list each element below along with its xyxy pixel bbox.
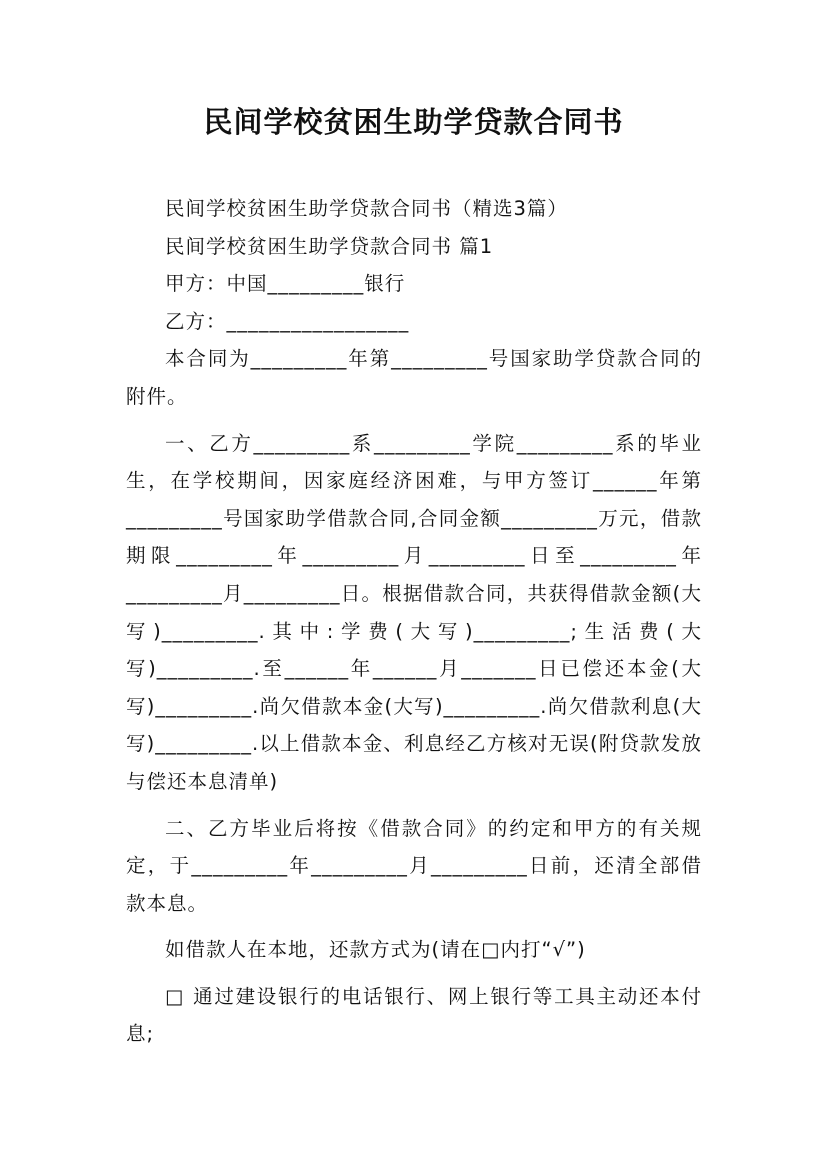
party-b-line: 乙方：_________________ <box>165 309 410 333</box>
document-title: 民间学校贫困生助学贷款合同书 <box>203 105 624 139</box>
subtitle-paragraph: 民间学校贫困生助学贷款合同书（精选3篇） <box>165 197 568 220</box>
repayment-option-checkbox-line: □ 通过建设银行的电话银行、网上银行等工具主动还本付息; <box>126 984 702 1046</box>
contract-annex-paragraph: 本合同为_________年第_________号国家助学贷款合同的附件。 <box>126 347 702 408</box>
party-a-line: 甲方：中国_________银行 <box>165 272 406 296</box>
repayment-method-paragraph: 如借款人在本地，还款方式为(请在□内打“√”) <box>165 938 586 962</box>
document-body <box>126 190 702 1053</box>
clause-one-paragraph: 一、乙方_________系_________学院_________系的毕业生，在学校期间，因家庭经济困难，与甲方签订______年第_________号国家助学借款合同,合同金额_________万元，借款期限_________年_________月_________日至_________年_________月_________日。根据借款合同，共获得借款金额(大写)_________.其中:学费(大写)_________;生活费(大写)_________.至______年______月_______日已偿还本金(大写)_________.尚欠借款本金(大写)_________.尚欠借款利息(大写)_________.以上借款本金、利息经乙方核对无误(附贷款发放与偿还本息清单) <box>126 431 702 793</box>
clause-two-paragraph: 二、乙方毕业后将按《借款合同》的约定和甲方的有关规定，于_________年_________月_________日前，还清全部借款本息。 <box>126 816 702 915</box>
section-heading: 民间学校贫困生助学贷款合同书 篇1 <box>165 234 494 258</box>
